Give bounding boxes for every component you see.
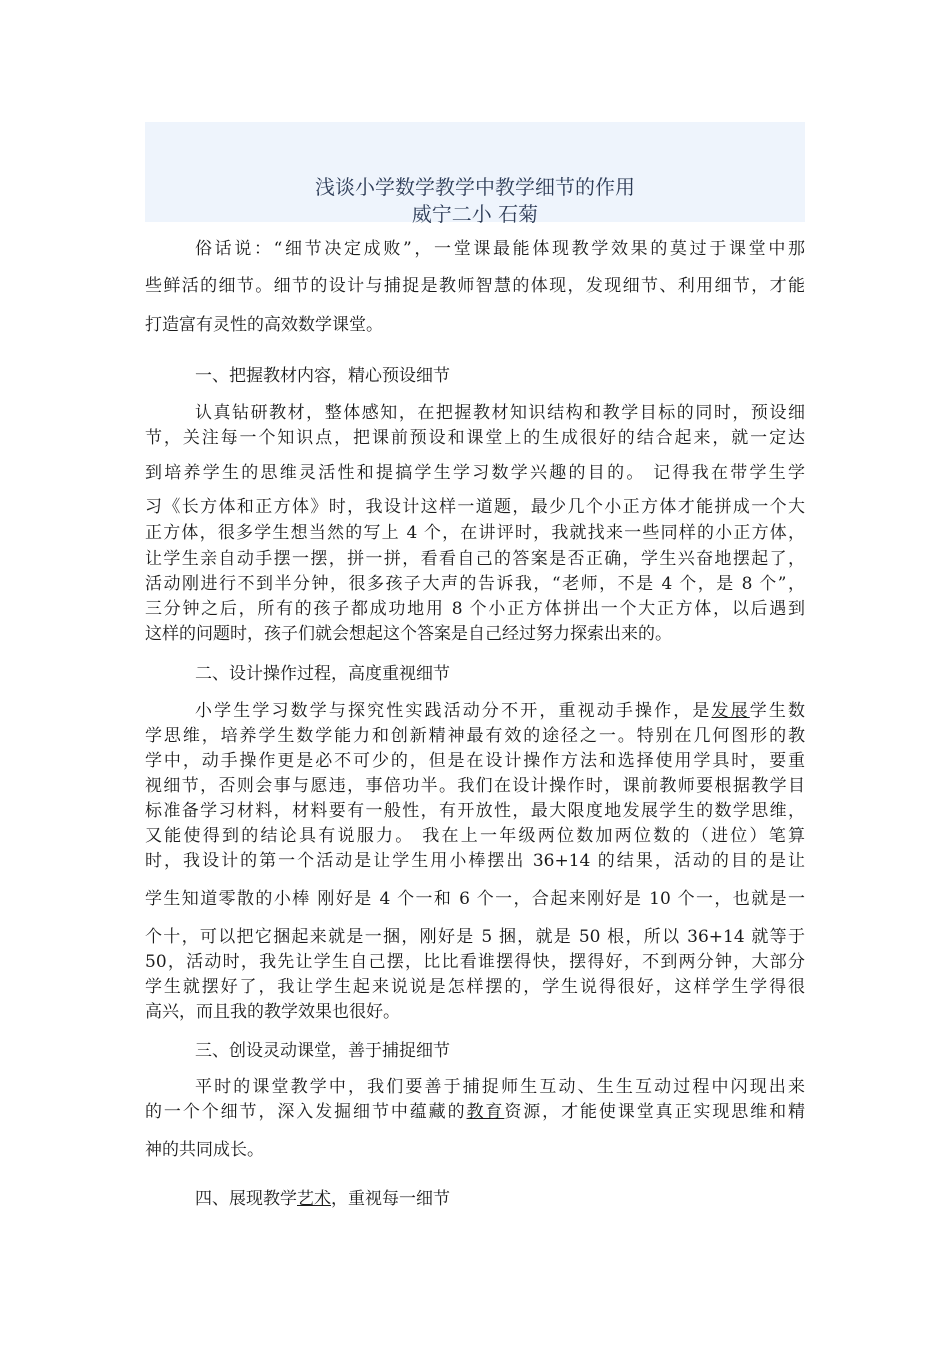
paragraph-line: 小学生学习数学与探究性实践活动分不开，重视动手操作，是发展学生数: [195, 701, 806, 721]
paragraph-line: 又能使得到的结论具有说服力。 我在上一年级两位数加两位数的（进位）笔算: [145, 826, 805, 846]
paragraph-line: 学生就摆好了，我让学生起来说说是怎样摆的，学生说得很好，这样学生学得很: [145, 977, 805, 997]
paragraph-line: 这样的问题时，孩子们就会想起这个答案是自己经过努力探索出来的。: [145, 624, 672, 644]
paragraph-line: 个十，可以把它捆起来就是一捆，刚好是 5 捆，就是 50 根，所以 36+14 就等于: [145, 927, 805, 947]
document-title: 浅谈小学数学教学中教学细节的作用: [315, 175, 635, 199]
paragraph-line: 学生知道零散的小棒 刚好是 4 个一和 6 个一，合起来刚好是 10 个一，也就是一: [145, 889, 805, 909]
paragraph-line: 活动刚进行不到半分钟，很多孩子大声的告诉我，“老师，不是 4 个，是 8 个”，: [145, 574, 805, 594]
paragraph-line: 学思维，培养学生数学能力和创新精神最有效的途径之一。特别在几何图形的教: [145, 726, 805, 746]
paragraph-line: 节，关注每一个知识点，把课前预设和课堂上的生成很好的结合起来，就一定达: [145, 428, 805, 448]
paragraph-line: 平时的课堂教学中，我们要善于捕捉师生互动、生生互动过程中闪现出来: [195, 1077, 805, 1097]
link-yishu[interactable]: 艺术: [297, 1189, 331, 1209]
intro-line: 打造富有灵性的高效数学课堂。: [145, 315, 383, 335]
link-fazhan[interactable]: 发展: [711, 701, 750, 721]
paragraph-line: 到培养学生的思维灵活性和提搞学生学习数学兴趣的目的。 记得我在带学生学: [145, 463, 805, 483]
section-heading: 四、展现教学艺术，重视每一细节: [195, 1189, 450, 1209]
paragraph-line: 让学生亲自动手摆一摆，拼一拼，看看自己的答案是否正确，学生兴奋地摆起了，: [145, 549, 805, 569]
paragraph-line: 学中，动手操作更是必不可少的，但是在设计操作方法和选择使用学具时，要重: [145, 751, 805, 771]
section-heading: 三、创设灵动课堂，善于捕捉细节: [195, 1041, 450, 1061]
paragraph-line: 50，活动时，我先让学生自己摆，比比看谁摆得快，摆得好，不到两分钟，大部分: [145, 952, 805, 972]
document-author: 威宁二小 石菊: [411, 202, 539, 226]
link-jiaoyu[interactable]: 教育: [466, 1102, 505, 1122]
paragraph-line: 三分钟之后，所有的孩子都成功地用 8 个小正方体拼出一个大正方体，以后遇到: [145, 599, 805, 619]
section-heading: 一、把握教材内容，精心预设细节: [195, 366, 450, 386]
paragraph-line: 标准备学习材料，材料要有一般性，有开放性，最大限度地发展学生的数学思维，: [145, 801, 805, 821]
paragraph-line: 习《长方体和正方体》时，我设计这样一道题，最少几个小正方体才能拼成一个大: [145, 497, 805, 517]
intro-line: 俗话说：“细节决定成败”，一堂课最能体现教学效果的莫过于课堂中那: [195, 239, 805, 259]
paragraph-line: 神的共同成长。: [145, 1140, 264, 1160]
paragraph-line: 正方体，很多学生想当然的写上 4 个，在讲评时，我就找来一些同样的小正方体，: [145, 523, 805, 543]
section-heading: 二、设计操作过程，高度重视细节: [195, 664, 450, 684]
intro-line: 些鲜活的细节。细节的设计与捕捉是教师智慧的体现，发现细节、利用细节，才能: [145, 276, 805, 296]
paragraph-line: 高兴，而且我的教学效果也很好。: [145, 1002, 400, 1022]
paragraph-line: 的一个个细节，深入发掘细节中蕴藏的教育资源，才能使课堂真正实现思维和精: [145, 1102, 806, 1122]
paragraph-line: 认真钻研教材，整体感知，在把握教材知识结构和教学目标的同时，预设细: [195, 403, 805, 423]
paragraph-line: 时，我设计的第一个活动是让学生用小棒摆出 36+14 的结果，活动的目的是让: [145, 851, 805, 871]
paragraph-line: 视细节，否则会事与愿违，事倍功半。我们在设计操作时，课前教师要根据教学目: [145, 776, 805, 796]
